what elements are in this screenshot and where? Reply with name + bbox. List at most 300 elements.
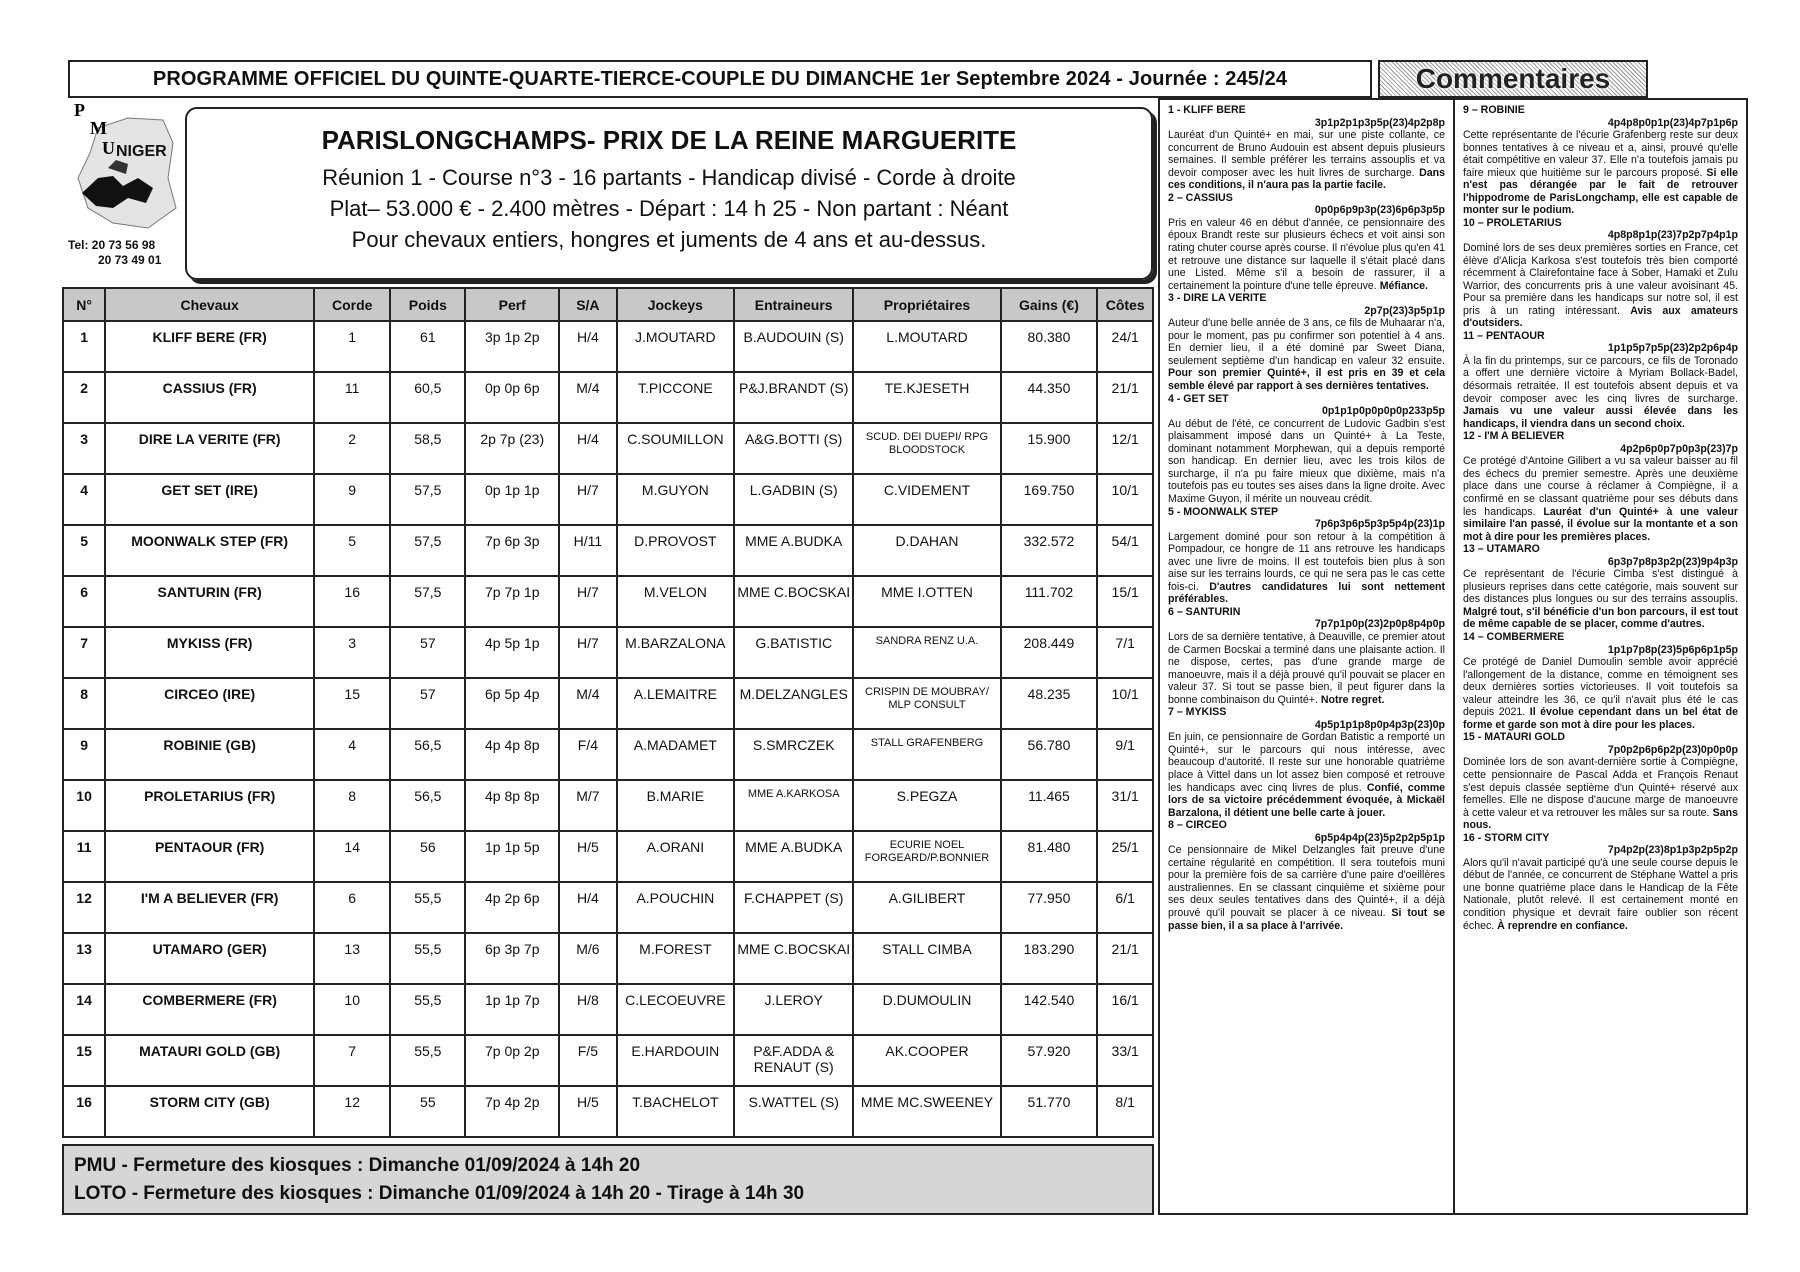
table-body [63, 321, 1153, 1137]
table-cell: CIRCEO (IRE) [105, 678, 314, 729]
program-title-bar [68, 60, 1372, 98]
footer-loto: LOTO - Fermeture des kiosques : Dimanche 01/09/2024 à 14h 20 - Tirage à 14h 30 [74, 1183, 805, 1204]
table-cell: 12 [314, 1086, 390, 1137]
table-cell: 2 [63, 372, 105, 423]
table-cell: 1 [314, 321, 390, 372]
table-cell: 5 [63, 525, 105, 576]
table-cell: M.BARZALONA [617, 627, 734, 678]
table-cell: MME I.OTTEN [853, 576, 1000, 627]
comment-text [1463, 857, 1738, 932]
table-cell: 1p 1p 5p [465, 831, 559, 882]
table-cell: 7p 4p 2p [465, 1086, 559, 1137]
comment-text [1463, 355, 1738, 430]
table-cell: A.LEMAITRE [617, 678, 734, 729]
comment-performance: 1p1p7p8p(23)5p6p6p1p5p [1607, 643, 1738, 656]
comment-verdict: Dans ces conditions, il n'aura pas la partie facile. [1168, 166, 1445, 192]
race-line-2: Plat– 53.000 € - 2.400 mètres - Départ : 14 h 25 - Non partant : Néant [329, 196, 1009, 221]
table-cell: 12/1 [1097, 423, 1153, 474]
comment-body: Ce représentant de l'écurie Cimba s'est distingué à plusieurs reprises dans cette catégorie, mais souvent sur des distances plus longues ou sur des terrains assouplis. [1463, 568, 1738, 606]
table-cell: 55,5 [390, 933, 465, 984]
table-cell: 7p 6p 3p [465, 525, 559, 576]
comment-horse-heading: 1 - KLIFF BERE [1168, 104, 1246, 116]
table-cell: A.ORANI [617, 831, 734, 882]
table-cell: M/6 [559, 933, 617, 984]
comment-verdict: Confié, comme lors de sa victoire précédemment évoquée, à Mickaël Barzalona, il détient une belle carte à jouer. [1168, 781, 1446, 819]
comment-horse-heading: 7 – MYKISS [1168, 706, 1227, 719]
comment-performance: 4p4p8p0p1p(23)4p7p1p6p [1607, 116, 1738, 129]
table-row [63, 984, 1153, 1035]
table-cell: F/5 [559, 1035, 617, 1086]
table-cell: 4p 4p 8p [465, 729, 559, 780]
table-cell: 3p 1p 2p [465, 321, 559, 372]
table-cell: A.MADAMET [617, 729, 734, 780]
comment-body: Pris en valeur 46 en début d'année, ce pensionnaire des époux Brandt reste sur plusieurs échecs et voit ainsi son rating chuter course après course. Il n'évolue plus qu'en 41 et retrouve une distance sur laquelle il s'était placé dans une Listed. Même s'il a besoin de rassurer, il a certainement la pointure d'une telle épreuve. [1168, 216, 1445, 292]
tel-line2: 20 73 49 01 [98, 253, 162, 267]
table-cell: 24/1 [1097, 321, 1153, 372]
comment-verdict: Sans nous. [1463, 806, 1738, 832]
comment-verdict: Jamais vu une valeur aussi élevée dans les handicaps, il viendra dans un second choix. [1463, 405, 1738, 430]
table-cell: 15/1 [1097, 576, 1153, 627]
table-cell: M.VELON [617, 576, 734, 627]
comments-column-1 [1160, 100, 1453, 1213]
table-cell: L.MOUTARD [853, 321, 1000, 372]
table-cell: 7 [63, 627, 105, 678]
comment-body: Ce pensionnaire de Mikel Delzangles fait preuve d'une certaine régularité en compétition. Il sera toutefois muni pour la première fois de sa carrière d'une paire d'oeillères australiennes. En se classant cinquième et sixième pour ses deux seules tentatives dans des Quinté+, il a déjà prouvé qu'il pouvait se placer à ce niveau. [1168, 844, 1445, 919]
column-header: Jockeys [617, 288, 734, 321]
table-cell: 142.540 [1001, 984, 1098, 1035]
table-cell: 1p 1p 7p [465, 984, 559, 1035]
comments-column-2 [1453, 100, 1746, 1213]
table-cell: 14 [63, 984, 105, 1035]
table-cell: S.PEGZA [853, 780, 1000, 831]
table-cell: H/4 [559, 423, 617, 474]
comment-body: Dominé lors de ses deux premières sorties en France, cet élève d'Alicja Karkosa s'est toutefois très bien comporté récemment à Clairefontaine face à Sober, Hamaki et Zulu Warrior, des concurrents pris à une valeur avoisinant 45. Pour sa première dans les handicaps sur notre sol, il est pris à un rating intéressant. [1463, 242, 1738, 317]
comment-verdict: Si elle n'est pas dérangée par le fait de retrouver l'hippodrome de ParisLongchamp, elle est capable de monter sur le podium. [1463, 166, 1738, 217]
table-cell: 6 [63, 576, 105, 627]
table-row [63, 678, 1153, 729]
svg-text:NIGER: NIGER [116, 143, 167, 160]
table-cell: 13 [63, 933, 105, 984]
table-cell: 57 [390, 678, 465, 729]
table-cell: 169.750 [1001, 474, 1098, 525]
table-row [63, 372, 1153, 423]
comment-verdict: Avis aux amateurs d'outsiders. [1463, 304, 1739, 330]
table-cell: 57,5 [390, 576, 465, 627]
column-header: Côtes [1097, 288, 1153, 321]
table-cell: CASSIUS (FR) [105, 372, 314, 423]
table-cell: M/4 [559, 678, 617, 729]
table-cell: 56 [390, 831, 465, 882]
table-cell: H/7 [559, 576, 617, 627]
table-cell: 57.920 [1001, 1035, 1098, 1086]
footer-pmu: PMU - Fermeture des kiosques : Dimanche 01/09/2024 à 14h 20 [74, 1155, 641, 1176]
table-cell: B.MARIE [617, 780, 734, 831]
table-cell: MME MC.SWEENEY [853, 1086, 1000, 1137]
table-cell: 0p 1p 1p [465, 474, 559, 525]
table-cell: G.BATISTIC [734, 627, 853, 678]
comment-performance: 4p8p8p1p(23)7p2p7p4p1p [1607, 229, 1738, 242]
table-cell: L.GADBIN (S) [734, 474, 853, 525]
table-cell: J.MOUTARD [617, 321, 734, 372]
table-row [63, 576, 1153, 627]
column-header: Entraineurs [734, 288, 853, 321]
table-header-row [63, 288, 1153, 321]
table-cell: SANDRA RENZ U.A. [853, 627, 1000, 678]
comment-verdict: Il évolue cependant dans un bel état de forme et garde son mot à dire pour les places. [1463, 706, 1738, 731]
table-cell: 61 [390, 321, 465, 372]
table-cell: M.DELZANGLES [734, 678, 853, 729]
table-cell: SCUD. DEI DUEPI/ RPG BLOODSTOCK [853, 423, 1000, 474]
comment-horse-heading: 14 – COMBERMERE [1463, 630, 1565, 643]
table-cell: 3 [63, 423, 105, 474]
logo-icon [68, 98, 182, 238]
comment-body: Lors de sa dernière tentative, à Deauville, ce premier atout de Carmen Bocskai a terminé dans une plaisante action. Il ne dispose, certes, pas d'une grande marge de manoeuvre, mais il a déjà prouvé qu'il pouvait se placer en valeur 37. Si tout se passe bien, il peut figurer dans la bonne combinaison du Quinté+. [1168, 630, 1445, 706]
column-header: Propriétaires [853, 288, 1000, 321]
table-row [63, 729, 1153, 780]
column-header: Perf [465, 288, 559, 321]
comment-body: Cette représentante de l'écurie Grafenberg reste sur deux bonnes tentatives à ce niveau et a, ainsi, prouvé qu'elle était compétitive en valeur 37. Elle n'a toutefois jamais pu faire mieux que huitième sur le parcours proposé. [1463, 129, 1738, 179]
comment-verdict: Méfiance. [1379, 279, 1428, 292]
table-cell: 6p 5p 4p [465, 678, 559, 729]
comment-performance: 2p7p(23)3p5p1p [1364, 304, 1445, 317]
table-cell: D.DAHAN [853, 525, 1000, 576]
table-cell: P&J.BRANDT (S) [734, 372, 853, 423]
comments-title: Commentaires [1415, 63, 1611, 94]
comment-text [1168, 631, 1445, 706]
table-cell: M/7 [559, 780, 617, 831]
comment-verdict: Lauréat d'un Quinté+ à une valeur similaire l'an passé, il évolue sur la montante et a son mot à dire pour les premières places. [1463, 505, 1738, 543]
table-cell: 55 [390, 1086, 465, 1137]
comment-body: Ce protégé de Daniel Dumoulin semble avoir apprécié l'allongement de la distance, comme en témoignent ses deux dernières sorties victorieuses. Il voit toutefois sa valeur atteindre les 36, ce qu'il n'avait plus été le cas depuis 2021. [1463, 656, 1738, 719]
comment-text [1168, 418, 1445, 506]
table-cell: B.AUDOUIN (S) [734, 321, 853, 372]
table-cell: ROBINIE (GB) [105, 729, 314, 780]
table-cell: 6p 3p 7p [465, 933, 559, 984]
comment-performance: 0p0p6p9p3p(23)6p6p3p5p [1314, 204, 1445, 217]
table-cell: 7 [314, 1035, 390, 1086]
table-cell: 10/1 [1097, 474, 1153, 525]
table-cell: 12 [63, 882, 105, 933]
table-row [63, 627, 1153, 678]
table-cell: 44.350 [1001, 372, 1098, 423]
comment-text [1463, 568, 1738, 631]
table-cell: A.POUCHIN [617, 882, 734, 933]
table-cell: MME A.BUDKA [734, 525, 853, 576]
table-row [63, 780, 1153, 831]
table-cell: S.WATTEL (S) [734, 1086, 853, 1137]
table-cell: CRISPIN DE MOUBRAY/ MLP CONSULT [853, 678, 1000, 729]
table-cell: D.DUMOULIN [853, 984, 1000, 1035]
comment-performance: 7p6p3p6p5p3p5p4p(23)1p [1314, 518, 1445, 531]
program-title: PROGRAMME OFFICIEL DU QUINTE-QUARTE-TIERCE-COUPLE DU DIMANCHE 1er Septembre 2024 - Journée : 245/24 [152, 67, 1288, 90]
comment-performance: 4p2p6p0p7p0p3p(23)7p [1620, 442, 1738, 455]
race-line-1: Réunion 1 - Course n°3 - 16 partants - Handicap divisé - Corde à droite [322, 165, 1016, 190]
table-cell: M.GUYON [617, 474, 734, 525]
table-row [63, 1086, 1153, 1137]
table-cell: 1 [63, 321, 105, 372]
table-cell: 0p 0p 6p [465, 372, 559, 423]
table-cell: 4p 5p 1p [465, 627, 559, 678]
comment-verdict: D'autres candidatures lui sont nettement préférables. [1168, 580, 1445, 606]
comment-text [1168, 844, 1445, 932]
table-cell: 81.480 [1001, 831, 1098, 882]
table-row [63, 423, 1153, 474]
table-cell: MME A.BUDKA [734, 831, 853, 882]
column-header: N° [63, 288, 105, 321]
tel-line1: Tel: 20 73 56 98 [68, 238, 156, 252]
comment-horse-heading: 5 - MOONWALK STEP [1168, 505, 1279, 518]
table-cell: 16 [314, 576, 390, 627]
comment-performance: 6p3p7p8p3p2p(23)9p4p3p [1607, 555, 1738, 568]
comment-performance: 6p5p4p4p(23)5p2p2p5p1p [1314, 831, 1445, 844]
comment-text [1168, 217, 1445, 292]
table-cell: 9 [63, 729, 105, 780]
table-cell: STALL GRAFENBERG [853, 729, 1000, 780]
svg-text:U: U [102, 138, 115, 158]
table-cell: 57,5 [390, 474, 465, 525]
table-cell: 21/1 [1097, 372, 1153, 423]
table-cell: 15 [63, 1035, 105, 1086]
table-cell: H/7 [559, 627, 617, 678]
table-cell: 11 [63, 831, 105, 882]
comment-body: Ce protégé d'Antoine Gilibert a vu sa valeur baisser au fil des échecs du premier semestre. Après une deuxième place dans une course à réclamer à Compiègne, il a confirmé en se classant quatrième pour ses débuts dans les handicaps. [1463, 455, 1738, 518]
table-cell: 6/1 [1097, 882, 1153, 933]
comment-text [1463, 242, 1738, 330]
comment-body: Au début de l'été, ce concurrent de Ludovic Gadbin s'est plaisamment imposé dans un Quinté+ à La Teste, dominant notamment Morphewan, qui a depuis remporté son handicap. En dernier lieu, avec les trois kilos de surcharge, il n'a pu faire mieux que dixième, mais n'a toutefois pas eu toutes ses aises dans la ligne droite. Avec Maxime Guyon, il mérite un nouveau crédit. [1168, 417, 1445, 505]
table-cell: 13 [314, 933, 390, 984]
table-cell: 56.780 [1001, 729, 1098, 780]
table-cell: F.CHAPPET (S) [734, 882, 853, 933]
footer-box [62, 1144, 1154, 1215]
table-cell: MME C.BOCSKAI [734, 576, 853, 627]
comment-text [1168, 531, 1445, 606]
table-cell: 2 [314, 423, 390, 474]
table-cell: 54/1 [1097, 525, 1153, 576]
table-cell: 55,5 [390, 1035, 465, 1086]
table-cell: 14 [314, 831, 390, 882]
comment-performance: 7p7p1p0p(23)2p0p8p4p0p [1314, 618, 1445, 631]
table-cell: 2p 7p (23) [465, 423, 559, 474]
table-cell: 183.290 [1001, 933, 1098, 984]
comment-text [1168, 317, 1445, 392]
table-cell: 111.702 [1001, 576, 1098, 627]
table-cell: 57,5 [390, 525, 465, 576]
table-cell: 56,5 [390, 780, 465, 831]
table-cell: H/7 [559, 474, 617, 525]
table-cell: 55,5 [390, 882, 465, 933]
comment-verdict: À reprendre en confiance. [1497, 919, 1628, 932]
table-row [63, 474, 1153, 525]
table-cell: MATAURI GOLD (GB) [105, 1035, 314, 1086]
table-cell: H/4 [559, 882, 617, 933]
table-cell: TE.KJESETH [853, 372, 1000, 423]
table-cell: 80.380 [1001, 321, 1098, 372]
comment-text [1168, 129, 1445, 192]
comments-panel [1158, 98, 1748, 1215]
runners-table [62, 287, 1154, 1138]
table-cell: AK.COOPER [853, 1035, 1000, 1086]
table-cell: F/4 [559, 729, 617, 780]
race-title: PARISLONGCHAMPS- PRIX DE LA REINE MARGUERITE [321, 125, 1017, 155]
comment-text [1463, 656, 1738, 731]
table-cell: 11 [314, 372, 390, 423]
column-header: Gains (€) [1001, 288, 1098, 321]
table-cell: T.BACHELOT [617, 1086, 734, 1137]
comment-horse-heading: 6 – SANTURIN [1168, 605, 1241, 618]
table-cell: 332.572 [1001, 525, 1098, 576]
logo-text-p: P [74, 100, 85, 120]
comment-verdict: Si tout se passe bien, il a sa place à l'arrivée. [1168, 907, 1445, 932]
pmu-niger-logo [68, 98, 182, 238]
comment-horse-heading: 9 – ROBINIE [1463, 104, 1525, 116]
table-cell: STALL CIMBA [853, 933, 1000, 984]
comment-horse-heading: 4 - GET SET [1168, 392, 1229, 405]
comment-performance: 0p1p1p0p0p0p0p233p5p [1321, 405, 1445, 418]
comment-performance: 7p0p2p6p6p2p(23)0p0p0p [1607, 743, 1738, 756]
comment-performance: 1p1p5p7p5p(23)2p2p6p4p [1607, 342, 1738, 355]
comment-text [1168, 731, 1445, 819]
table-cell: H/8 [559, 984, 617, 1035]
table-cell: 7p 7p 1p [465, 576, 559, 627]
table-cell: 48.235 [1001, 678, 1098, 729]
table-cell: 58,5 [390, 423, 465, 474]
table-cell: C.SOUMILLON [617, 423, 734, 474]
comment-body: À la fin du printemps, sur ce parcours, ce fils de Toronado a offert une dernière victoire à Myriam Bollack-Badel, désormais retraitée. Il est toutefois absent depuis et va devoir composer avec les cinq livres de surcharge. [1463, 354, 1738, 405]
table-cell: STORM CITY (GB) [105, 1086, 314, 1137]
table-cell: I'M A BELIEVER (FR) [105, 882, 314, 933]
table-cell: 3 [314, 627, 390, 678]
comment-horse-heading: 3 - DIRE LA VERITE [1168, 292, 1267, 305]
table-row [63, 882, 1153, 933]
table-cell: H/5 [559, 831, 617, 882]
comment-verdict: Notre regret. [1320, 693, 1385, 706]
comments-title-box [1378, 60, 1648, 98]
table-cell: 10 [63, 780, 105, 831]
table-cell: 56,5 [390, 729, 465, 780]
table-cell: A&G.BOTTI (S) [734, 423, 853, 474]
comment-body: Alors qu'il n'avait participé qu'à une seule course depuis le début de l'année, ce concurrent de Stéphane Wattel a pris une bonne quatrième place dans le Handicap de la Fête Nationale, plutôt relevé. Il est certainement monté en condition physique et devrait faire oublier son récent échec. [1463, 856, 1738, 932]
telephone-block [68, 238, 161, 268]
comment-horse-heading: 16 - STORM CITY [1463, 831, 1550, 844]
comment-performance: 4p5p1p1p8p0p4p3p(23)0p [1314, 718, 1445, 731]
comment-horse-heading: 10 – PROLETARIUS [1463, 216, 1562, 229]
table-cell: 5 [314, 525, 390, 576]
table-cell: H/4 [559, 321, 617, 372]
table-cell: KLIFF BERE (FR) [105, 321, 314, 372]
table-cell: MOONWALK STEP (FR) [105, 525, 314, 576]
table-cell: 16/1 [1097, 984, 1153, 1035]
table-cell: A.GILIBERT [853, 882, 1000, 933]
table-cell: 33/1 [1097, 1035, 1153, 1086]
table-cell: 4p 8p 8p [465, 780, 559, 831]
table-cell: 15 [314, 678, 390, 729]
table-row [63, 831, 1153, 882]
table-cell: 208.449 [1001, 627, 1098, 678]
comment-verdict: Pour son premier Quinté+, il est pris en 39 et cela semble élevé par rapport à ses dernières tentatives. [1168, 367, 1445, 393]
table-cell: T.PICCONE [617, 372, 734, 423]
table-cell: 15.900 [1001, 423, 1098, 474]
comment-horse-heading: 13 – UTAMARO [1463, 543, 1540, 556]
comment-verdict: Malgré tout, s'il bénéficie d'un bon parcours, il est tout de même capable de se placer, comme d'autres. [1463, 605, 1738, 631]
comment-performance: 7p4p2p(23)8p1p3p2p5p2p [1607, 844, 1738, 857]
table-cell: 11.465 [1001, 780, 1098, 831]
comment-horse-heading: 12 - I'M A BELIEVER [1463, 430, 1565, 443]
table-cell: 4p 2p 6p [465, 882, 559, 933]
column-header: Corde [314, 288, 390, 321]
comment-body: Dominée lors de son avant-dernière sortie à Compiègne, cette pensionnaire de Pascal Adda et François Renaut s'est depuis classée septième d'un Quinté+ réservé aux femelles. Elle ne dispose d'aucune marge de manoeuvre à cette valeur et va retrouver les mâles sur sa route. [1463, 756, 1738, 819]
table-cell: E.HARDOUIN [617, 1035, 734, 1086]
comment-horse-heading: 2 – CASSIUS [1168, 191, 1233, 204]
comment-text [1463, 129, 1738, 217]
table-row [63, 321, 1153, 372]
table-cell: D.PROVOST [617, 525, 734, 576]
table-cell: MME A.KARKOSA [734, 780, 853, 831]
comment-text [1463, 455, 1738, 543]
table-cell: 60,5 [390, 372, 465, 423]
table-row [63, 1035, 1153, 1086]
table-cell: 16 [63, 1086, 105, 1137]
table-cell: C.VIDEMENT [853, 474, 1000, 525]
table-cell: P&F.ADDA & RENAUT (S) [734, 1035, 853, 1086]
table-cell: 8 [314, 780, 390, 831]
table-cell: 21/1 [1097, 933, 1153, 984]
table-cell: DIRE LA VERITE (FR) [105, 423, 314, 474]
table-cell: C.LECOEUVRE [617, 984, 734, 1035]
table-cell: MYKISS (FR) [105, 627, 314, 678]
table-cell: 25/1 [1097, 831, 1153, 882]
table-cell: MME C.BOCSKAI [734, 933, 853, 984]
comment-body: Auteur d'une belle année de 3 ans, ce fils de Muhaarar n'a, pour le moment, pas pu confirmer son potentiel à 4 ans. En dernier lieu, il a été dominé par Sweet Diana, seulement septième d'un handicap en valeur 32 ensuite. [1168, 317, 1445, 367]
table-cell: 51.770 [1001, 1086, 1098, 1137]
table-cell: 57 [390, 627, 465, 678]
comment-horse-heading: 8 – CIRCEO [1168, 819, 1227, 832]
table-cell: 7/1 [1097, 627, 1153, 678]
table-cell: M/4 [559, 372, 617, 423]
table-cell: 55,5 [390, 984, 465, 1035]
table-cell: J.LEROY [734, 984, 853, 1035]
table-cell: GET SET (IRE) [105, 474, 314, 525]
table-cell: UTAMARO (GER) [105, 933, 314, 984]
table-cell: SANTURIN (FR) [105, 576, 314, 627]
table-cell: PENTAOUR (FR) [105, 831, 314, 882]
table-cell: S.SMRCZEK [734, 729, 853, 780]
table-cell: 9/1 [1097, 729, 1153, 780]
table-cell: 9 [314, 474, 390, 525]
table-cell: H/11 [559, 525, 617, 576]
comment-body: Largement dominé pour son retour à la compétition à Pompadour, ce hongre de 11 ans retrouve les handicaps avec une livre de moins. Il est toutefois bien plus à son aise sur les terrains lourds, ce qui ne sera pas le cas cette fois-ci. [1168, 530, 1445, 593]
svg-text:M: M [90, 118, 107, 138]
table-cell: 10 [314, 984, 390, 1035]
table-cell: M.FOREST [617, 933, 734, 984]
table-cell: 10/1 [1097, 678, 1153, 729]
table-cell: 8 [63, 678, 105, 729]
comment-body: En juin, ce pensionnaire de Gordan Batistic a remporté un Quinté+, sur le parcours qui nous intéresse, avec beaucoup d'autorité. Il reste sur une honorable quatrième place à Vittel dans un lot assez bien composé et retrouve les handicaps avec cinq livres de plus. [1168, 731, 1445, 794]
table-cell: 4 [314, 729, 390, 780]
table-cell: COMBERMERE (FR) [105, 984, 314, 1035]
table-row [63, 525, 1153, 576]
table-cell: 6 [314, 882, 390, 933]
column-header: Poids [390, 288, 465, 321]
table-cell: 77.950 [1001, 882, 1098, 933]
table-cell: PROLETARIUS (FR) [105, 780, 314, 831]
table-cell: 31/1 [1097, 780, 1153, 831]
table-cell: 8/1 [1097, 1086, 1153, 1137]
comment-horse-heading: 15 - MATAURI GOLD [1463, 731, 1566, 744]
comment-text [1463, 756, 1738, 831]
table-cell: ECURIE NOEL FORGEARD/P.BONNIER [853, 831, 1000, 882]
race-info-box [185, 107, 1153, 280]
race-line-3: Pour chevaux entiers, hongres et juments de 4 ans et au-dessus. [351, 227, 987, 252]
